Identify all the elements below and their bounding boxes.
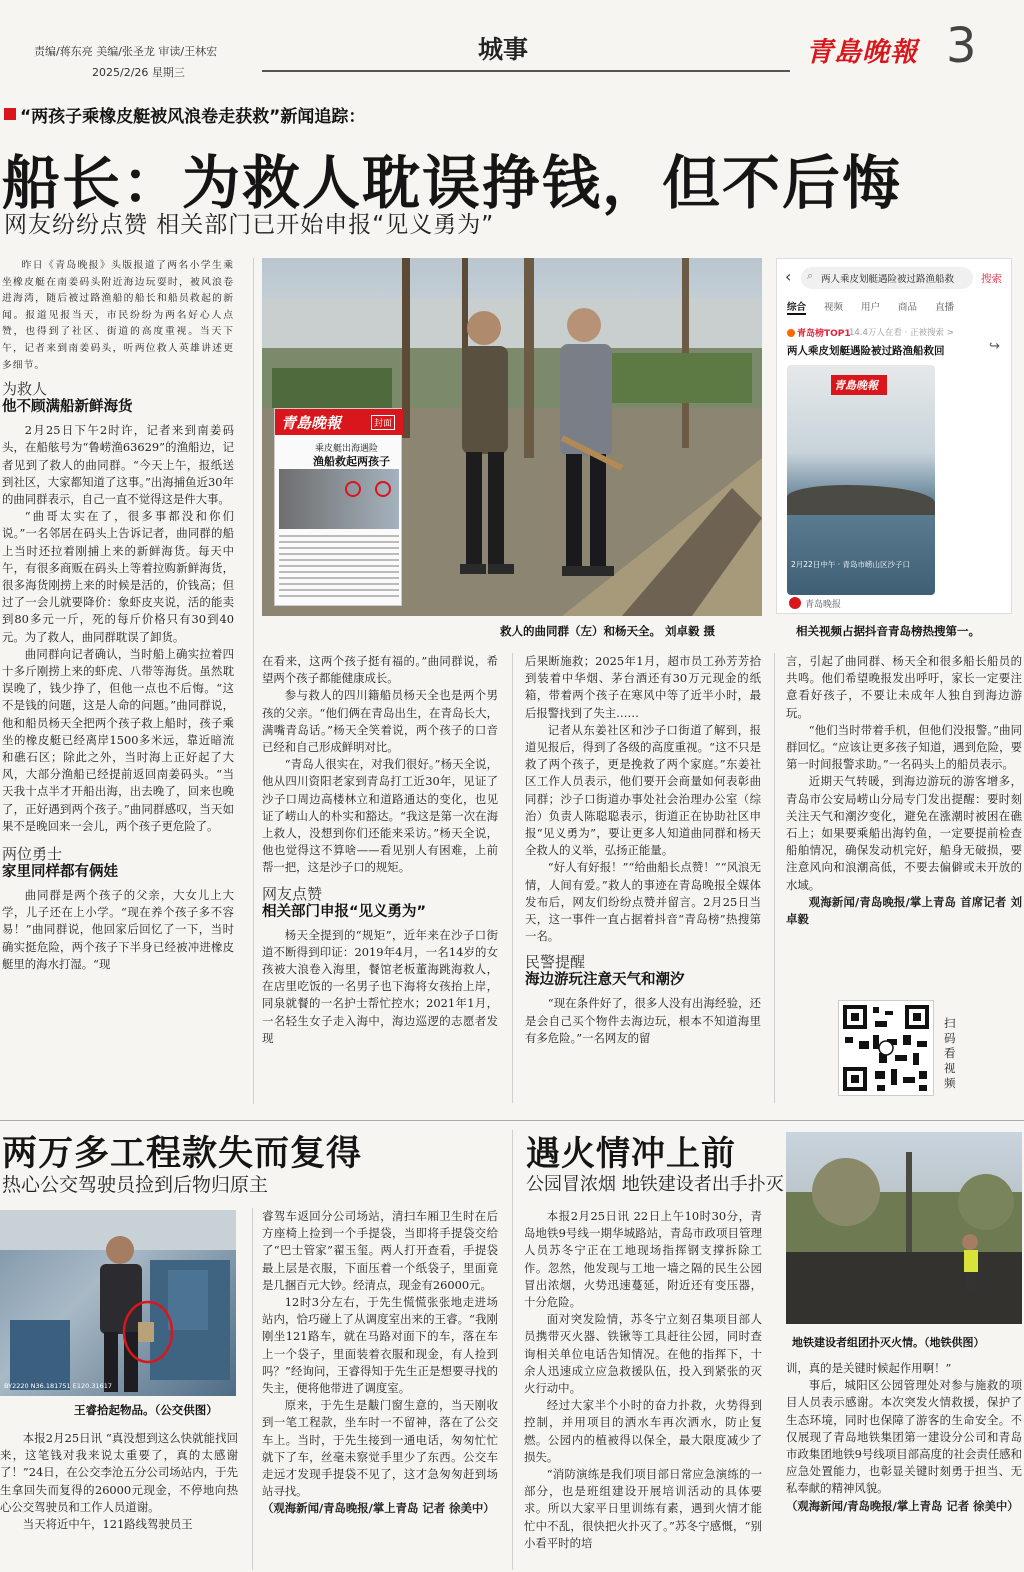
paper-logo: 青島晚報 [806,37,918,68]
section-title-2: 家里同样都有俩娃 [2,864,118,881]
inset-text-block [279,535,399,601]
body-paragraph: “他们当时带着手机，但他们没报警。”曲同群回忆。“应该让更多孩子知道，遇到危险，要第一时间报警求助。”一名码头上的船员表示。 [786,722,1022,772]
section-title-4: 海边游玩注意天气和潮汐 [525,972,685,989]
body-paragraph: 2月25日下午2时许，记者来到南姜码头，在船舷号为“鲁崂渔63629”的渔船边，记者见到了救人的曲同群。“今天上午，报纸送到社区，大家都知道了这事。”出海捕鱼近30年的曲同群表示，自己一直不觉得这是件大事。 [2,423,234,506]
body-paragraph: 本报2月25日讯 “真没想到这么快就能找回来，这笔钱对我来说太重要了，真的太感谢了！”24日，在公交李沧五分公司场站内，于先生拿回失而复得的26000元现金，不停地向热心公交驾驶员和工作人员道谢。 [0,1431,238,1514]
column-divider [512,653,513,1103]
search-button: 搜索 [981,273,1002,285]
search-query: 两人乘皮划艇遇险被过路渔船救 [821,274,955,285]
body-paragraph: 言，引起了曲同群、杨天全和很多船长船员的共鸣。他们希望晚报发出呼吁，家长一定要注意看好孩子，不要让未成年人独自到海边游玩。 [786,654,1022,720]
story3-subhead: 公园冒浓烟 地铁建设者出手扑灭 [526,1174,784,1195]
body-paragraph: 面对突发险情，苏冬宁立刻召集项目部人员携带灭火器、铁锹等工具赶往公园，同时查询相关单位电话告知情况。在他的指挥下，十余人迅速成立应急救援队伍，投入到紧张的灭火行动中。 [524,1312,762,1396]
phone-tab: 直播 [935,302,955,313]
video-rocks [787,485,935,515]
kicker-marker [4,108,16,120]
avatar [789,597,801,609]
story2-headline: 两万多工程款失而复得 [2,1134,363,1174]
column-divider [253,258,254,1104]
page-number: 3 [946,18,977,74]
body-paragraph: “曲哥太实在了，很多事都没和你们说。”一名邻居在码头上告诉记者，曲同群的船上当时还拉着刚捕上来的新鲜海货。每天中午，有很多商贩在码头上等着拉购新鲜海货，很多海货刚捞上来的时候是活的，价钱高；但过了一会儿就要降价：象虾皮夹说，活的能卖到80多元一斤，死的每斤价格只有30到40元。为了救人，曲同群耽误了卸货。 [2,509,234,644]
fire-scene-photo [786,1132,1022,1324]
phone-tabs [787,299,1007,315]
qr-code [838,1000,934,1096]
main-subhead: 网友纷纷点赞 相关部门已开始申报“见义勇为” [4,212,495,238]
body-paragraph: 本报2月25日讯 22日上午10时30分，青岛地铁9号线一期华城路站，青岛市政项目管理人员苏冬宁正在工地现场指挥钢支撑拆除工作。忽然，他发现与工地一墙之隔的民生公园冒出浓烟，火势迅速蔓延，附近还有变压器，十分危险。 [524,1209,762,1310]
body-paragraph: 记者从东姜社区和沙子口街道了解到，报道见报后，得到了各级的高度重视。“这不只是救了两个孩子，更是挽救了两个家庭。”东姜社区工作人员表示，他们要开会商量如何表彰曲同群；沙子口街道办事处社会治理办公室（综治）负责人陈聪聪表示，街道正在协助社区申报“见义勇为”，要让更多人知道曲同群和杨天全救人的义举，弘扬正能量。 [525,722,761,858]
story2-col-2 [262,1208,498,1572]
inset-circle-mark [345,481,361,497]
section-label-4: 民警提醒 [525,953,586,972]
body-paragraph: 当天将近中午，121路线驾驶员王 [22,1517,193,1532]
body-paragraph: 近期天气转暖，到海边游玩的游客增多，青岛市公安局崂山分局专门发出提醒：要时刻关注天气和潮汐变化，避免在涨潮时被困在礁石上；如果要乘船出海钓鱼，一定要提前检查船舶情况，确保发动机完好，船身无破损，要注意风向和浪潮高低，不要去偏僻或未开放的水域。 [786,774,1022,892]
main-col-4 [786,653,1022,971]
bus-interior-illustration [0,1210,236,1396]
photo-caption-hotlist: 相关视频占据抖音青岛榜热搜第一。 [796,624,980,638]
rescuers-photo [262,258,762,616]
body-paragraph: 事后，城阳区公园管理处对参与施救的项目人员表示感谢。本次突发火情救援，保护了生态环境，同时也保障了游客的生命安全。不仅展现了青岛地铁集团第一建设分公司和青岛市政集团地铁9号线项目部高度的社会责任感和应急处置能力，也彰显关键时刻勇于担当、无私奉献的精神风貌。 [786,1378,1022,1496]
inset-newspaper [274,408,402,606]
hot-meta: 14.4万人在看 · 正被搜索 > [849,328,954,338]
photo-caption-rescuers: 救人的曲同群（左）和杨天全。 刘卓毅 摄 [500,624,716,638]
body-paragraph: 训，真的是关键时候起作用啊！” [786,1361,952,1375]
section-title-1: 他不顾满船新鲜海货 [2,399,133,416]
main-col-3 [525,653,761,1105]
bus-photo [0,1210,236,1396]
hot-badge: 青岛榜TOP1 [797,329,851,339]
main-headline: 船长：为救人耽误挣钱，但不后悔 [2,149,903,217]
story2-subhead: 热心公交驾驶员捡到后物归原主 [2,1174,269,1196]
masthead-rule [262,70,790,72]
qr-pattern [839,1001,933,1095]
body-paragraph: 在看来，这两个孩子挺有福的。”曲同群说，希望两个孩子都能健康成长。 [262,654,498,686]
section-rule [0,1120,1024,1121]
column-divider [774,653,775,1103]
body-paragraph: 杨天全提到的“规矩”，近年来在沙子口街道不断得到印证：2019年4月，一名14岁的女孩被大浪卷入海里，餐馆老板董海跳海救人，在店里吃饭的一名男子也下海将女孩抬上岸，同泉就餐的一名护士帮忙控水；2021年1月，一名轻生女子走入海中，海边巡逻的志愿者发现 [262,927,498,1045]
video-date: 2月22日中午 · 青岛市崂山区沙子口 [791,560,910,569]
phone-tab: 综合 [787,299,806,315]
bus-photo-stamp: BY2220 N36.181751 E120.31617 [4,1382,113,1390]
phone-footer: 青岛晚报 [805,600,842,610]
inset-masthead: 青島晚報 [281,414,342,432]
phone-tab: 商品 [898,302,918,313]
main-col-2 [262,653,498,1105]
column-divider [252,1208,253,1570]
section-label-2: 两位勇士 [2,845,63,864]
body-paragraph: “消防演练是我们项目部日常应急演练的一部分，也是班组建设开展培训活动的具体要求。所以大家平日里训练有素，遇到火情才能忙中不乱，很快把火扑灭了。”苏冬宁感慨，“别小看平时的培 [524,1467,762,1550]
section-title-3: 相关部门申报“见义勇为” [262,903,427,920]
story2-col-1 [0,1430,238,1572]
body-paragraph: 睿驾车返回分公司场站，清扫车厢卫生时在后方座椅上捡到一个手提袋，当即将手提袋交给了“巴士管家”翟玉玺。两人打开查看，手提袋最上层是衣服，下面压着一个纸袋子，里面竟是几捆百元大钞。经清点，现金有26000元。 [262,1209,498,1292]
body-paragraph: “好人有好报！”“给曲船长点赞！”“风浪无情，人间有爱。”救人的事迹在青岛晚报全媒体发布后，网友们纷纷点赞并留言。2月25日当天，这一事件一直占据着抖音“青岛榜”热搜第一名。 [525,860,761,944]
share-icon: ↪ [989,339,1000,354]
byline: （观海新闻/青岛晚报/掌上青岛 记者 徐美中） [262,1501,495,1516]
hot-flame-icon [787,329,795,337]
phone-tab: 视频 [824,302,844,313]
main-col-1 [2,258,234,1106]
body-paragraph: 12时3分左右，于先生慌慌张张地走进场站内，恰巧碰上了从调度室出来的王睿。“我刚刚坐121路车，就在马路对面下的车，落在车上一个袋子，里面装着衣服和现金，有人捡到吗？”经询问，王睿得知于先生正是想要寻找的失主，便将他带进了调度室。 [262,1295,498,1396]
fire-scene-illustration [786,1132,1022,1324]
video-thumbnail [787,365,935,595]
phone-screenshot [776,258,1012,614]
editor-credits: 责编/蒋东亮 美编/张圣龙 审读/王林宏 [34,45,218,58]
section-label-1: 为救人 [2,380,48,399]
story3-col-1 [524,1208,762,1572]
back-arrow-icon: ‹ [785,267,792,286]
qr-label: 扫码看视频 [944,1016,956,1090]
story3-headline: 遇火情冲上前 [526,1134,736,1174]
section-label-3: 网友点赞 [262,884,323,903]
inset-headline-a: 乘皮艇出海遇险 [315,444,379,454]
inset-photo [279,469,399,529]
body-paragraph: 原来，于先生是黻门窗生意的，当天刚收到一笔工程款，坐车时一不留神，落在了公交车上。当时，于先生接到一通电话，匆匆忙忙就下了车，丝毫未察觉手里少了东西。公交车走远才发现手提袋不见了，这才急匆匆赶到场站寻找。 [262,1398,498,1499]
phone-tab: 用户 [861,302,881,313]
search-icon: ⌕ [807,269,814,282]
lead-paragraph: 昨日《青岛晚报》头版报道了两名小学生乘坐橡皮艇在南姜码头附近海边玩耍时，被风浪卷进海湾，随后被过路渔船的船长和船员救起的新闻。报道见报当天，市民纷纷为两名好心人点赞，也得到了社区、街道的高度重视。当天下午，记者来到南姜码头，听两位救人英雄讲述更多细节。 [2,260,234,371]
column-divider [512,1130,513,1570]
body-paragraph: 经过大家半个小时的奋力扑救，火势得到控制，并用项目的洒水车再次洒水，防止复燃。公园内的植被得以保全，最大限度减少了损失。 [524,1398,762,1464]
byline: 观海新闻/青岛晚报/掌上青岛 首席记者 刘卓毅 [786,894,1022,927]
video-title: 两人乘皮划艇遇险被过路渔船救回 [787,345,945,357]
photo-caption-bus: 王睿拾起物品。（公交供图） [74,1403,218,1417]
inset-headline-b: 渔船救起两孩子 [313,455,390,468]
kicker: “两孩子乘橡皮艇被风浪卷走获救”新闻追踪： [20,107,366,127]
body-paragraph: 参与救人的四川籍船员杨天全也是两个男孩的父亲。“他们俩在青岛出生，在青岛长大，满嘴青岛话。”杨天全笑着说，两个孩子的口音已经和自己形成鲜明对比。 [262,688,498,755]
section-name: 城事 [478,35,529,64]
body-paragraph: 曲同群是两个孩子的父亲，大女儿上大学，儿子还在上小学。“现在养个孩子多不容易！”曲同群说，他回家后回忆了一下，当时确实挺危险，两个孩子下半身已经被冲进橡皮艇里的海水打湿。“现 [2,888,234,971]
body-paragraph: 后果断施救；2025年1月，超市员工孙芳芳拾到装着中华烟、茅台酒还有30万元现金的纸箱，带着两个孩子在寒风中等了近半小时，最后报警找到了失主…… [525,654,761,720]
body-paragraph: “青岛人很实在，对我们很好。”杨天全说，他从四川资阳老家到青岛打工近30年，见证了沙子口周边高楼林立和道路通达的变化，也见证了崂山人的朴实和豁达。“我这是第一次在海上救人，没想到你们还能来采访。”杨天全说，他也觉得这不算啥——看见别人有困难，上前帮一把，这是沙子口的规矩。 [262,757,498,875]
byline: （观海新闻/青岛晚报/掌上青岛 记者 徐美中） [786,1498,1019,1513]
photo-caption-fire: 地铁建设者组团扑灭火情。（地铁供图） [792,1336,985,1349]
body-paragraph: “现在条件好了，很多人没有出海经验，还是会自己买个物件去海边玩，根本不知道海里有多危险。”一名网友的留 [525,996,761,1045]
video-logo: 青島晚報 [834,379,878,392]
body-paragraph: 曲同群向记者确认，当时船上确实拉着四十多斤刚捞上来的虾虎、八带等海货。虽然耽误晚了，钱少挣了，但他一点也不后悔。“这不是钱的问题，这是人命的问题。”曲同群说，他和船员杨天全把两个孩子救上船时，孩子乘坐的橡皮艇已经离岸1500多米远，靠近暗流和礁石区；除此之外，当时海上正好起了大风，大部分渔船已经提前返回南姜码头。“当天我十点半才开船出海，出去晚了，回来也晚了，正好遇到两个孩子。”曲同群感叹，当天如果不是晚回来一会儿，两个孩子更危险了。 [2,646,234,833]
inset-badge: 封面 [371,415,395,430]
inset-circle-mark [375,481,391,497]
story3-col-2 [786,1360,1022,1572]
issue-date: 2025/2/26 星期三 [92,66,185,79]
